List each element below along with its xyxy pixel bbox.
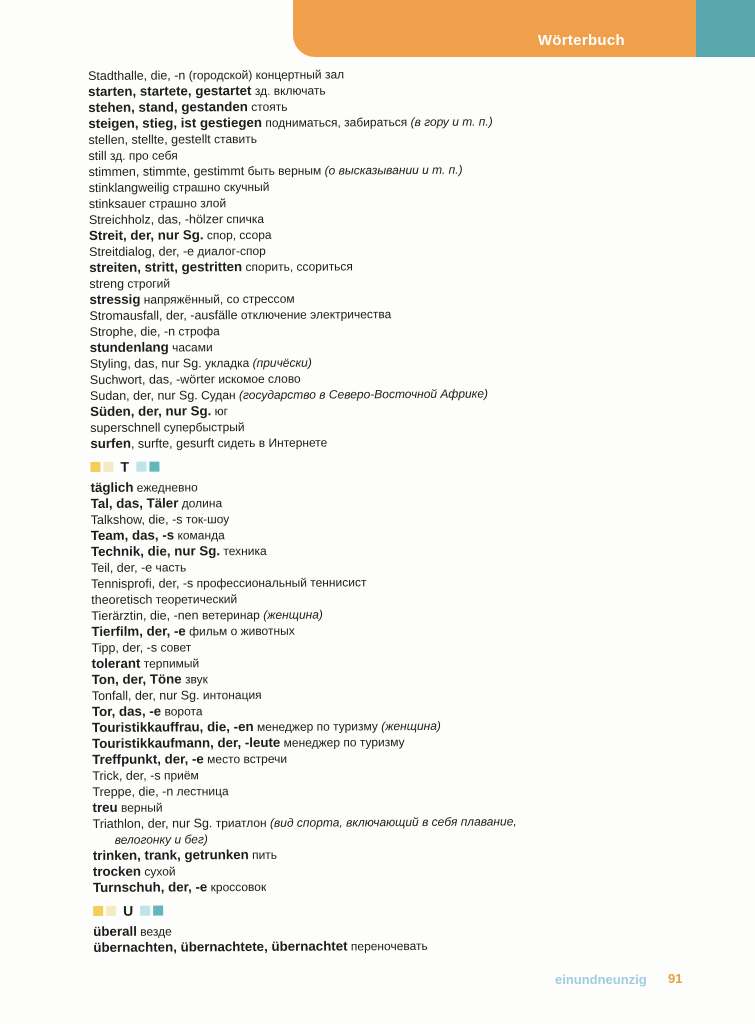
translation-wrap: [107, 148, 178, 162]
translation: укладка: [204, 356, 250, 371]
translation-wrap: [175, 324, 220, 338]
translation-wrap: [140, 292, 294, 307]
headword: Ton, der, Töne: [91, 671, 182, 687]
translation-wrap: [211, 132, 257, 146]
letter-t: T: [120, 458, 130, 475]
translation-note: (женщина): [263, 607, 323, 622]
translation: менеджер по туризму: [283, 735, 405, 750]
headword: stellen, stellte, gestellt: [88, 132, 211, 147]
section-s: [88, 64, 690, 452]
translation: приём: [163, 768, 199, 783]
section-t: [91, 476, 694, 896]
headword: Streitdialog, der, -e: [89, 244, 195, 259]
translation: супербыстрый: [163, 420, 245, 435]
translation-wrap: [251, 84, 325, 98]
headword: trocken: [92, 863, 142, 879]
dictionary-entry: [90, 432, 690, 452]
translation: кроссовок: [210, 879, 267, 895]
translation-wrap: [185, 67, 344, 82]
square-light-blue: [140, 906, 150, 916]
headword: superschnell: [90, 420, 161, 435]
headword: überall: [93, 923, 137, 939]
translation-wrap: [157, 640, 191, 654]
translation: зд. включать: [254, 83, 326, 98]
page-title: Wörterbuch: [537, 32, 625, 49]
headword: Streichholz, das, -hölzer: [88, 212, 224, 227]
translation-wrap: [160, 420, 244, 435]
translation-wrap: [237, 307, 391, 322]
translation: зд. про себя: [109, 148, 178, 163]
headword: theoretisch: [91, 592, 153, 607]
headword: übernachten, übernachtete, übernachtet: [93, 938, 348, 955]
translation-wrap: [244, 163, 462, 178]
translation-wrap: [347, 939, 427, 953]
headword: Tierfilm, der, -e: [91, 623, 186, 639]
headword: Suchwort, das, -wörter: [89, 372, 215, 387]
translation: спор, ссора: [206, 227, 272, 243]
dictionary-entry: [93, 936, 693, 956]
headword: Tipp, der, -s: [91, 640, 158, 655]
translation: напряжённый, со стрессом: [143, 291, 295, 307]
headword: Treppe, die, -n: [92, 784, 174, 799]
translation: юг: [214, 404, 229, 419]
translation: менеджер по туризму: [256, 719, 378, 734]
translation: переночевать: [350, 938, 428, 954]
headword: still: [88, 148, 107, 163]
translation-wrap: [202, 356, 312, 371]
translation-wrap: [214, 436, 327, 451]
translation: часть: [155, 560, 187, 575]
translation-wrap: [199, 688, 261, 702]
translation-wrap: [212, 814, 516, 830]
headword: täglich: [90, 479, 134, 495]
headword: Streit, der, nur Sg.: [88, 227, 204, 243]
translation: строгий: [127, 276, 171, 291]
translation-wrap: [152, 592, 237, 607]
translation: фильм о животных: [189, 623, 295, 639]
headword: Stadthalle, die, -n: [88, 68, 186, 83]
headword: Tal, das, Täler: [90, 495, 179, 511]
translation: профессиональный теннисист: [196, 575, 367, 591]
translation: ворота: [164, 704, 203, 719]
translation: сидеть в Интернете: [217, 435, 328, 451]
translation-wrap: [133, 480, 197, 494]
headword: streiten, stritt, gestritten: [89, 259, 243, 275]
headword: Tor, das, -e: [91, 703, 162, 719]
headword: Tierärztin, die, -nen: [91, 608, 199, 623]
translation: пить: [252, 847, 278, 863]
translation-note: (в гору и т. п.): [410, 114, 493, 130]
translation: ветеринар: [201, 607, 260, 623]
headword: streng: [89, 276, 125, 291]
translation: ставить: [214, 131, 257, 147]
translation: интонация: [202, 687, 262, 703]
translation-wrap: [161, 704, 202, 718]
translation-wrap: [173, 784, 228, 798]
translation: искомое слово: [218, 371, 301, 387]
translation-wrap: [199, 608, 323, 623]
headword: Süden, der, nur Sg.: [90, 403, 212, 419]
translation-wrap: [249, 848, 277, 862]
headword: Styling, das, nur Sg.: [89, 356, 202, 371]
headword: Touristikkauffrau, die, -en: [91, 719, 254, 735]
translation: диалог-спор: [197, 243, 266, 259]
translation-wrap: [204, 228, 272, 242]
translation-wrap: [178, 496, 222, 510]
translation-wrap: [211, 404, 228, 418]
square-light-blue: [136, 462, 146, 472]
translation: звук: [184, 672, 208, 687]
headword: treu: [92, 799, 118, 815]
headword: stehen, stand, gestanden: [88, 99, 248, 115]
headword: tolerant: [91, 655, 141, 671]
translation: долина: [181, 496, 223, 511]
translation-wrap: [115, 832, 208, 847]
letter-heading-t: [90, 452, 690, 478]
headword: Teil, der, -e: [91, 560, 153, 575]
dictionary-entries: [88, 64, 693, 956]
headword: starten, startete, gestartet: [88, 83, 252, 99]
headword: Stromausfall, der, -ausfälle: [89, 308, 238, 323]
translation-note: (вид спорта, включающий в себя плавание,: [269, 814, 517, 830]
translation: совет: [160, 640, 192, 655]
translation-wrap: [215, 372, 301, 387]
translation: часами: [172, 340, 213, 355]
headword: Turnschuh, der, -e: [92, 879, 208, 895]
translation-wrap: [207, 880, 266, 894]
square-pale: [103, 462, 113, 472]
headword: Triathlon, der, nur Sg.: [92, 816, 213, 831]
translation-wrap: [169, 340, 213, 354]
headword: stinklangweilig: [88, 180, 170, 195]
translation-wrap: [186, 624, 295, 639]
translation: команда: [177, 528, 225, 543]
translation-wrap: [182, 672, 208, 686]
headword-forms: , surfte, gesurft: [130, 436, 215, 451]
translation: отключение электричества: [240, 307, 392, 323]
headword: Tennisprofi, der, -s: [91, 576, 194, 591]
page-number: 91: [668, 971, 683, 986]
translation: ток-шоу: [185, 512, 230, 527]
header-teal-block: [696, 0, 755, 57]
square-teal: [153, 906, 163, 916]
translation-wrap: [262, 115, 493, 130]
translation: лестница: [176, 784, 229, 799]
headword: Team, das, -s: [90, 527, 175, 543]
translation: спичка: [226, 211, 265, 227]
translation: подниматься, забираться: [265, 115, 408, 130]
headword: steigen, stieg, ist gestiegen: [88, 114, 263, 131]
translation-note: (женщина): [381, 718, 441, 734]
headword: surfen: [90, 435, 131, 451]
translation-wrap: [124, 277, 170, 291]
headword: trinken, trank, getrunken: [92, 847, 249, 863]
headword: Trick, der, -s: [92, 768, 161, 783]
translation: триатлон: [215, 815, 267, 831]
headword: stimmen, stimmte, gestimmt: [88, 164, 245, 179]
headword: Treffpunkt, der, -e: [92, 751, 204, 767]
translation: везде: [140, 924, 172, 939]
translation: строфа: [178, 324, 220, 339]
headword: Touristikkaufmann, der, -leute: [92, 734, 281, 751]
translation-wrap: [242, 259, 353, 274]
translation: техника: [223, 543, 267, 559]
square-yellow: [93, 906, 103, 916]
page-number-word: einundneunzig: [555, 972, 647, 987]
translation: Судан: [201, 388, 236, 403]
translation: верный: [120, 800, 163, 815]
translation: быть верным: [247, 163, 322, 179]
square-yellow: [90, 462, 100, 472]
translation: терпимый: [143, 656, 200, 671]
translation-wrap: [248, 100, 288, 114]
translation-wrap: [141, 864, 176, 878]
square-teal: [149, 462, 159, 472]
headword: stinksauer: [88, 196, 146, 211]
headword: Sudan, der, nur Sg.: [89, 388, 198, 403]
translation: стоять: [251, 99, 288, 115]
dictionary-entry: [93, 876, 693, 896]
translation-wrap: [137, 925, 172, 939]
section-u: [93, 920, 693, 956]
translation-note: (государство в Северо-Восточной Африке): [238, 386, 489, 403]
headword: Technik, die, nur Sg.: [90, 543, 221, 559]
translation-wrap: [140, 656, 199, 670]
translation-wrap: [118, 801, 163, 815]
translation-wrap: [182, 512, 229, 526]
translation-wrap: [280, 735, 404, 750]
translation-note: (о высказывании и т. п.): [324, 162, 463, 178]
translation: место встречи: [207, 751, 288, 767]
translation-wrap: [161, 768, 199, 782]
translation: страшно скучный: [172, 179, 270, 195]
translation-wrap: [152, 560, 186, 574]
translation-wrap: [174, 528, 225, 542]
translation-wrap: [204, 752, 287, 767]
translation-wrap: [194, 244, 266, 258]
translation-wrap: [146, 196, 226, 210]
translation: ежедневно: [136, 480, 198, 495]
headword: stressig: [89, 291, 141, 307]
translation-wrap: [254, 719, 441, 734]
header-bar: [293, 0, 696, 57]
translation-note: велогонку и бег): [114, 832, 208, 847]
headword: Tonfall, der, nur Sg.: [91, 688, 200, 703]
letter-u: U: [123, 902, 134, 919]
translation-wrap: [223, 212, 264, 226]
translation: спорить, ссориться: [245, 259, 353, 275]
translation: (городской) концертный зал: [188, 67, 345, 83]
letter-heading-u: [93, 896, 693, 922]
headword: Talkshow, die, -s: [90, 512, 183, 527]
translation-wrap: [169, 180, 269, 195]
translation-wrap: [220, 544, 267, 558]
translation: страшно злой: [149, 196, 227, 211]
translation: теоретический: [155, 592, 238, 607]
headword: stundenlang: [89, 339, 169, 355]
translation-wrap: [193, 575, 366, 590]
translation-note: (причёски): [252, 355, 312, 370]
translation-wrap: [198, 387, 488, 403]
headword: Strophe, die, -n: [89, 324, 176, 339]
square-pale: [106, 906, 116, 916]
translation: сухой: [144, 864, 176, 879]
